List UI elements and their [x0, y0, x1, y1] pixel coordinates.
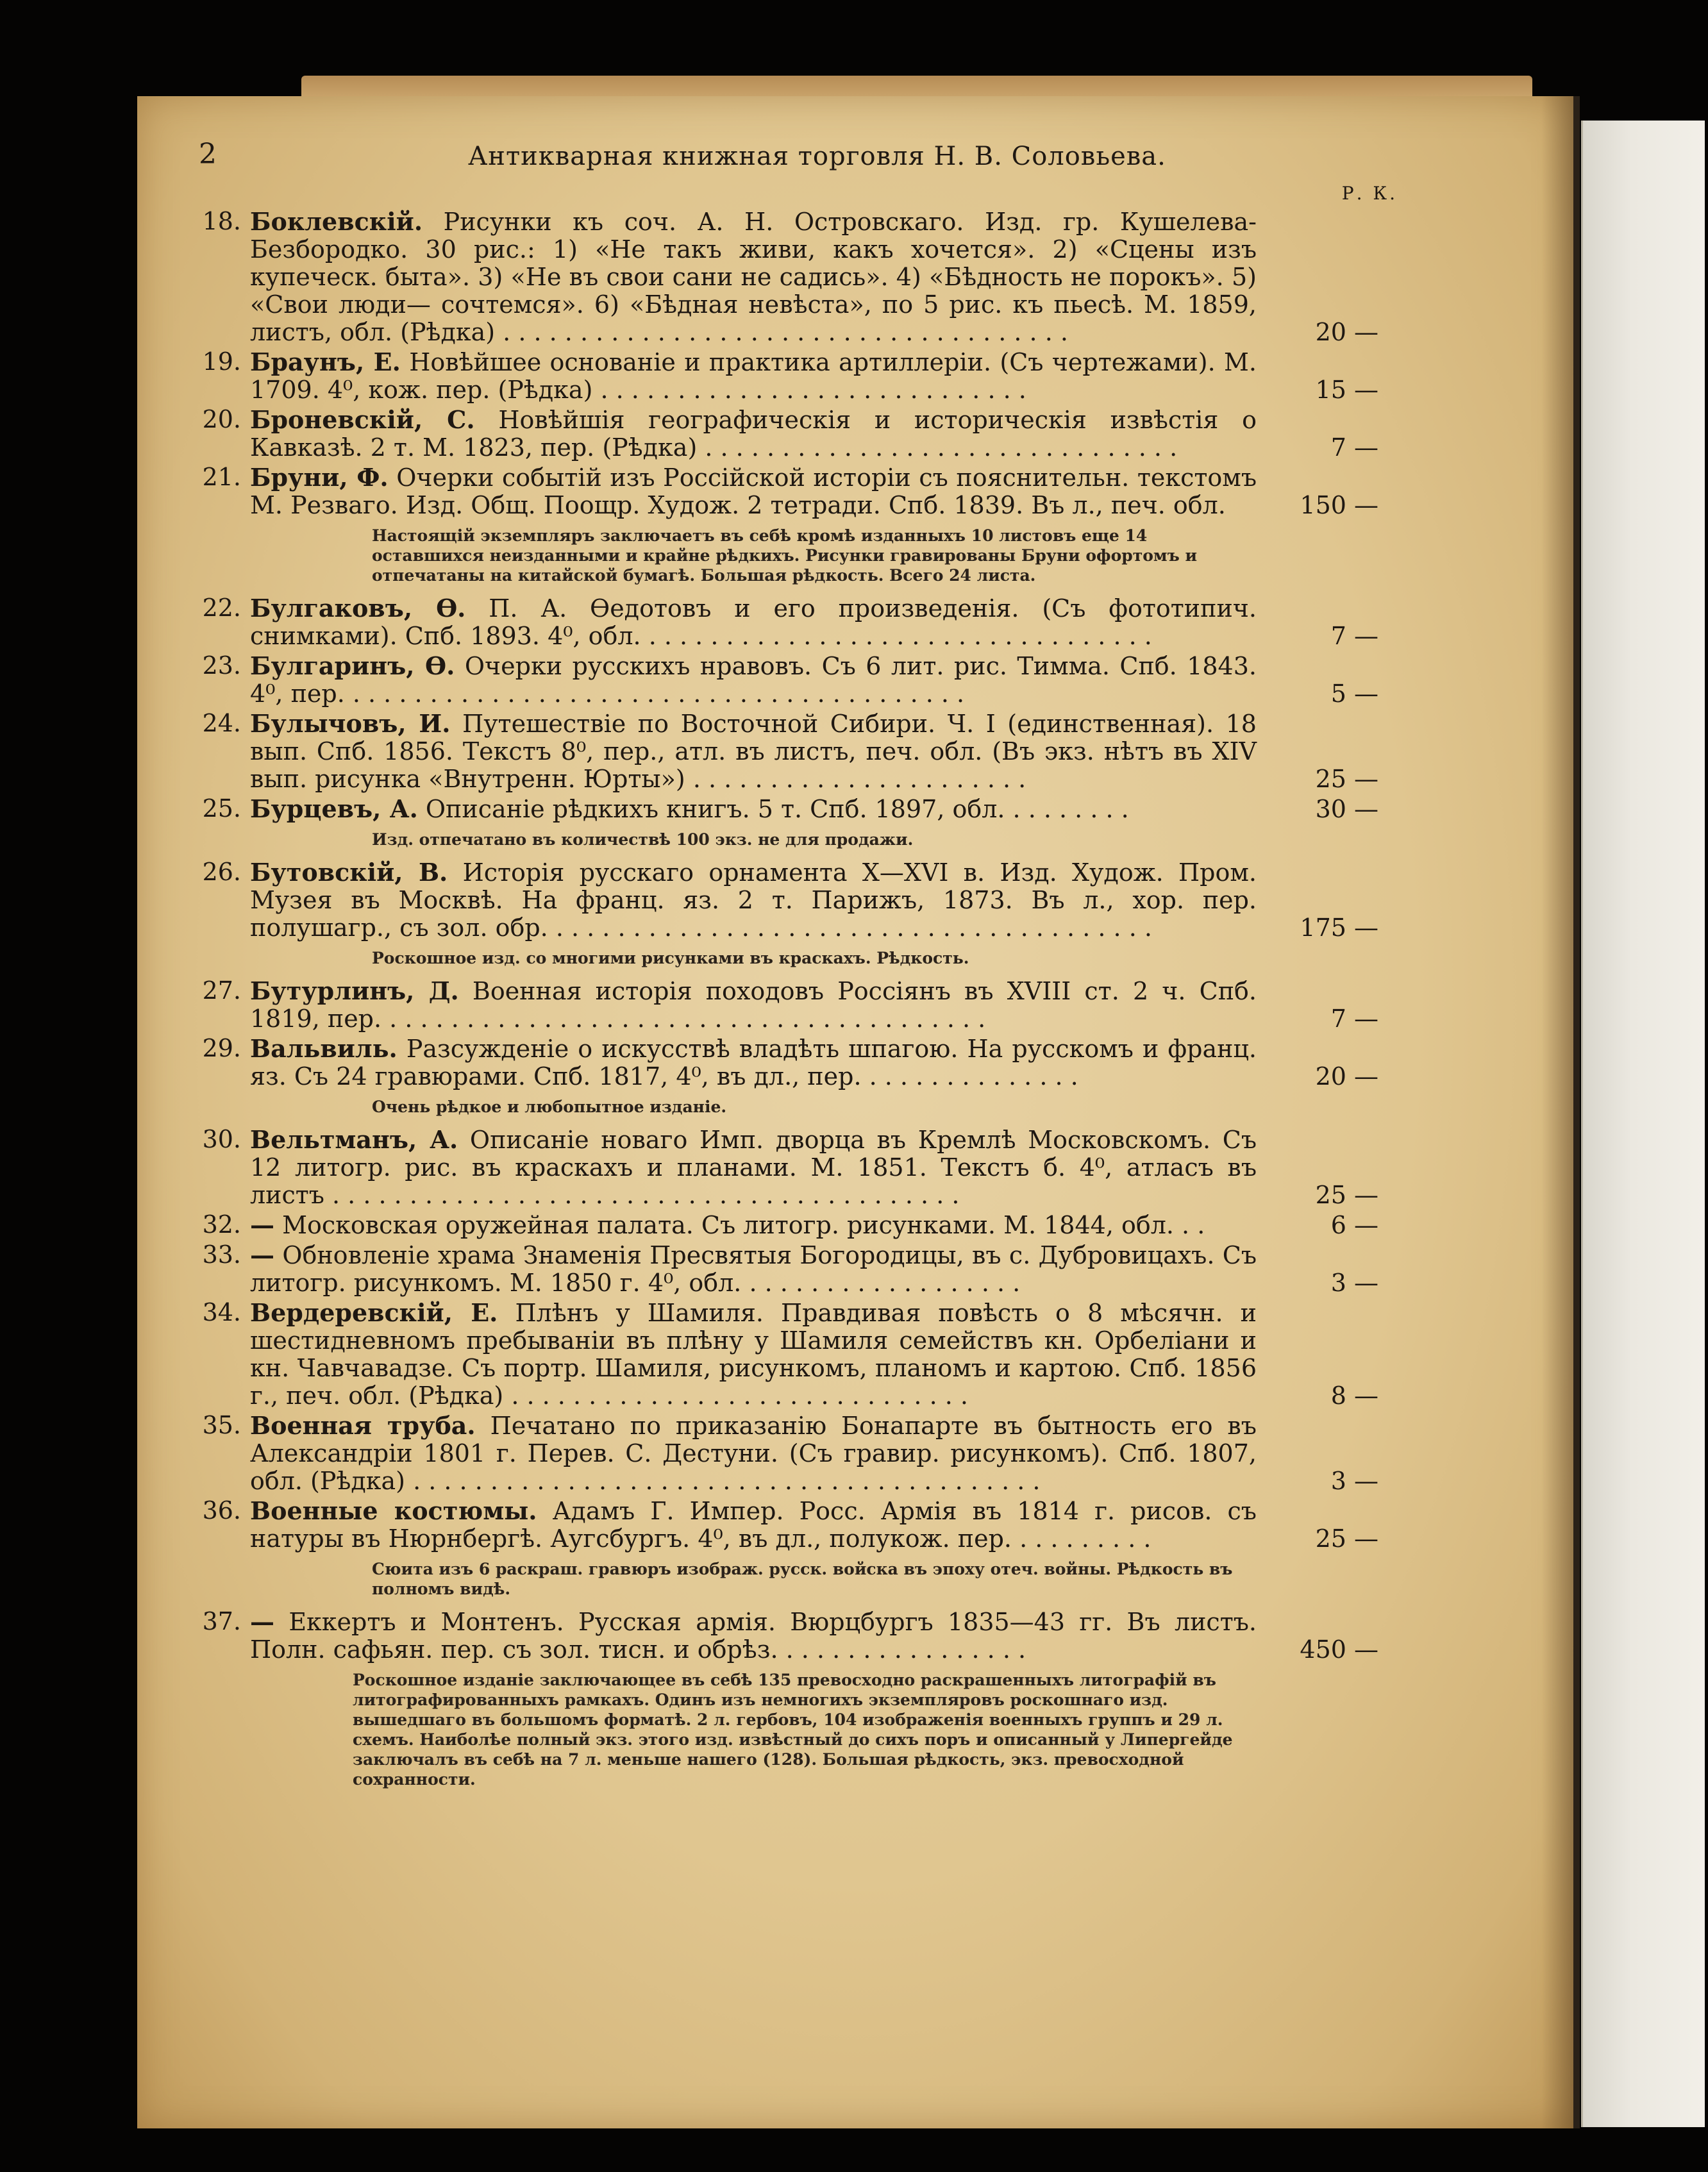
- entry-body: [250, 1211, 1257, 1239]
- catalog-entry: [199, 977, 1385, 1033]
- entry-description: Московская оружейная палата. Съ литогр. рисунками. М. 1844, обл. . .: [282, 1211, 1205, 1239]
- entry-number: 34.: [202, 1298, 241, 1326]
- entry-description: Адамъ Г. Импер. Росс. Армія въ 1814 г. рисов. съ натуры въ Нюрнбергѣ. Аугсбургъ. 4⁰, въ дл., полукож. пер. . . . . . . . . .: [250, 1497, 1257, 1553]
- catalog-entry: [199, 1211, 1385, 1239]
- entry-body: [250, 1035, 1257, 1090]
- entry-description: Военная исторія походовъ Россіянъ въ XVIII ст. 2 ч. Спб. 1819, пер. . . . . . . . . . . . . . . . . . . . . . . . . . . . . . . . . . . . . . . .: [250, 977, 1257, 1033]
- entry-number: 37.: [202, 1607, 241, 1635]
- entry-description: Описаніе новаго Имп. дворца въ Кремлѣ Московскомъ. Съ 12 литогр. рис. въ краскахъ и планами. М. 1851. Текстъ б. 4⁰, атласъ въ листъ . . . . . . . . . . . . . . . . . . . . . . . . . . . . . . . . . . . . . . . . .: [250, 1126, 1257, 1209]
- entry-description: Новѣйшее основаніе и практика артиллеріи. (Съ чертежами). М. 1709. 4⁰, кож. пер. (Рѣдка) . . . . . . . . . . . . . . . . . . . . . . . . . . . .: [250, 348, 1257, 404]
- entry-author: Броневскій, С.: [250, 405, 475, 434]
- entry-body: [250, 1299, 1257, 1410]
- entry-note: Настоящій экземпляръ заключаетъ въ себѣ кромѣ изданныхъ 10 листовъ еще 14 оставшихся неизданными и крайне рѣдкихъ. Рисунки гравированы Бруни офортомъ и отпечатаны на китайской бумагѣ. Большая рѣдкость. Всего 24 листа.: [372, 526, 1198, 585]
- running-head: [199, 138, 1385, 183]
- entry-price: 3 —: [1330, 1269, 1378, 1297]
- adjacent-page: [1581, 121, 1705, 2127]
- entry-author: Боклевскій.: [250, 207, 423, 236]
- entry-body: [250, 652, 1257, 708]
- entry-author: Вердеревскій, Е.: [250, 1298, 498, 1327]
- entry-body: [250, 1126, 1257, 1209]
- entry-body: [250, 1608, 1257, 1664]
- entry-price: 7 —: [1330, 622, 1378, 650]
- page-content: [199, 138, 1398, 1798]
- catalog-entry: [199, 1126, 1385, 1209]
- entry-description: Описаніе рѣдкихъ книгъ. 5 т. Спб. 1897, обл. . . . . . . . .: [425, 795, 1129, 823]
- entry-number: 35.: [202, 1411, 241, 1439]
- entry-note: Очень рѣдкое и любопытное изданіе.: [372, 1098, 727, 1116]
- entry-body: [250, 795, 1257, 823]
- entry-description: Рисунки къ соч. А. Н. Островскаго. Изд. гр. Кушелева-Безбородко. 30 рис.: 1) «Не такъ живи, какъ хочется». 2) «Сцены изъ купеческ. быта». 3) «Не въ свои сани не садись». 4) «Бѣдность не порокъ». 5) «Свои люди— сочтемся». 6) «Бѣдная невѣста», по 5 рис. къ пьесѣ. М. 1859, листъ, обл. (Рѣдка) . . . . . . . . . . . . . . . . . . . . . . . . . . . . . . . . . . . . .: [250, 208, 1257, 346]
- entry-number: 19.: [202, 347, 241, 376]
- entry-description: Новѣйшія географическія и историческія извѣстія о Кавказѣ. 2 т. М. 1823, пер. (Рѣдка) . . . . . . . . . . . . . . . . . . . . . . . . . . . . . . .: [250, 406, 1257, 462]
- entry-price: 25 —: [1315, 1525, 1378, 1553]
- entry-price: 25 —: [1315, 765, 1378, 793]
- entry-price: 175 —: [1300, 914, 1378, 942]
- entry-body: [250, 208, 1257, 346]
- entry-body: [250, 1412, 1257, 1495]
- entry-price: 6 —: [1330, 1211, 1378, 1239]
- entry-number: 26.: [202, 858, 241, 886]
- catalog-entry: [199, 406, 1385, 462]
- entry-price: 7 —: [1330, 1005, 1378, 1033]
- entry-body: [250, 858, 1257, 942]
- entry-price: 30 —: [1315, 795, 1378, 823]
- entry-note: Роскошное изд. со многими рисунками въ краскахъ. Рѣдкость.: [372, 949, 969, 967]
- catalog-entry: [199, 1299, 1385, 1410]
- entry-price: 150 —: [1300, 491, 1378, 519]
- page-number: 2: [199, 138, 217, 171]
- entry-body: [250, 464, 1257, 519]
- entry-description: Очерки русскихъ нравовъ. Съ 6 лит. рис. Тимма. Спб. 1843. 4⁰, пер. . . . . . . . . . . . . . . . . . . . . . . . . . . . . . . . . . . . . . . . .: [250, 652, 1257, 708]
- entry-description: Плѣнъ у Шамиля. Правдивая повѣсть о 8 мѣсячн. и шестидневномъ пребываніи въ плѣну у Шамиля семействъ кн. Орбеліани и кн. Чавчавадзе. Съ портр. Шамиля, рисункомъ, планомъ и картою. Спб. 1856 г., печ. обл. (Рѣдка) . . . . . . . . . . . . . . . . . . . . . . . . . . . . . .: [250, 1299, 1257, 1410]
- entry-body: [250, 977, 1257, 1033]
- catalog-entry: [199, 1412, 1385, 1495]
- entry-author: Булычовъ, И.: [250, 709, 451, 738]
- catalog-entry: [199, 795, 1385, 823]
- entry-price: 3 —: [1330, 1467, 1378, 1495]
- catalog-entry: [199, 652, 1385, 708]
- entry-number: 25.: [202, 794, 241, 823]
- entry-price: 5 —: [1330, 680, 1378, 708]
- entry-note: Роскошное изданіе заключающее въ себѣ 135 превосходно раскрашенныхъ литографій въ литографированныхъ рамкахъ. Одинъ изъ немногихъ экземпляровъ роскошнаго изд. вышедшаго въ большомъ форматѣ. 2 л. гербовъ, 104 изображенія военныхъ группъ и 29 л. схемъ. Наиболѣе полный экз. этого изд. извѣстный до сихъ поръ и описанный у Липергейде заключалъ въ себѣ на 7 л. меньше нашего (128). Большая рѣдкость, экз. превосходной сохранности.: [353, 1671, 1233, 1789]
- catalog-entry: [199, 1035, 1385, 1090]
- entry-price: 20 —: [1315, 1062, 1378, 1090]
- entry-description: П. А. Ѳедотовъ и его произведенія. (Съ фототипич. снимками). Спб. 1893. 4⁰, обл. . . . . . . . . . . . . . . . . . . . . . . . . . . . . . . . . .: [250, 594, 1257, 650]
- entry-description: Разсужденіе о искусствѣ владѣть шпагою. На русскомъ и франц. яз. Съ 24 гравюрами. Спб. 1817, 4⁰, въ дл., пер. . . . . . . . . . . . . . .: [250, 1035, 1257, 1090]
- entry-author: Бутовскій, В.: [250, 858, 448, 887]
- catalog-entries: [199, 208, 1385, 1789]
- entry-number: 20.: [202, 405, 241, 433]
- entry-price: 15 —: [1315, 376, 1378, 404]
- entry-author: Военная труба.: [250, 1411, 476, 1440]
- entry-price: 20 —: [1315, 318, 1378, 346]
- entry-author: —: [250, 1607, 274, 1636]
- entry-note: Изд. отпечатано въ количествѣ 100 экз. не для продажи.: [372, 830, 914, 849]
- page-gutter-shadow: [1541, 96, 1573, 2128]
- catalog-entry: [199, 1497, 1385, 1553]
- entry-number: 22.: [202, 594, 241, 622]
- entry-number: 33.: [202, 1241, 241, 1269]
- entry-author: Бурцевъ, А.: [250, 794, 418, 823]
- entry-body: [250, 348, 1257, 404]
- entry-author: Бруни, Ф.: [250, 463, 389, 492]
- entry-note: Сюита изъ 6 раскраш. гравюръ изображ. русск. войска въ эпоху отеч. войны. Рѣдкость въ полномъ видѣ.: [372, 1560, 1233, 1598]
- entry-description: Очерки событій изъ Россійской исторіи съ пояснительн. текстомъ М. Резваго. Изд. Общ. Поощр. Худож. 2 тетради. Спб. 1839. Въ л., печ. обл.: [250, 464, 1257, 519]
- entry-number: 21.: [202, 463, 241, 491]
- entry-number: 24.: [202, 709, 241, 737]
- entry-body: [250, 594, 1257, 650]
- entry-body: [250, 710, 1257, 793]
- entry-author: Булгаринъ, Ѳ.: [250, 651, 455, 680]
- entry-author: Вальвиль.: [250, 1034, 398, 1063]
- entry-price: 8 —: [1330, 1382, 1378, 1410]
- catalog-entry: [199, 858, 1385, 942]
- catalog-entry: [199, 1241, 1385, 1297]
- catalog-entry: [199, 208, 1385, 346]
- catalog-entry: [199, 594, 1385, 650]
- catalog-entry: [199, 348, 1385, 404]
- entry-number: 36.: [202, 1496, 241, 1525]
- entry-number: 29.: [202, 1034, 241, 1062]
- entry-author: Бутурлинъ, Д.: [250, 976, 459, 1005]
- entry-author: Военные костюмы.: [250, 1496, 537, 1525]
- page-title: Антикварная книжная торговля Н. В. Соловьева.: [468, 142, 1166, 171]
- entry-description: Печатано по приказанію Бонапарте въ бытность его въ Александріи 1801 г. Перев. С. Дестуни. (Съ гравир. рисункомъ). Спб. 1807, обл. (Рѣдка) . . . . . . . . . . . . . . . . . . . . . . . . . . . . . . . . . . . . . . . . .: [250, 1412, 1257, 1495]
- entry-author: Булгаковъ, Ѳ.: [250, 594, 466, 622]
- entry-number: 27.: [202, 976, 241, 1005]
- currency-label: Р. К.: [1341, 183, 1398, 204]
- entry-description: Обновленіе храма Знаменія Пресвятыя Богородицы, въ с. Дубровицахъ. Съ литогр. рисункомъ. М. 1850 г. 4⁰, обл. . . . . . . . . . . . . . . . . . .: [250, 1241, 1257, 1297]
- entry-body: [250, 1497, 1257, 1553]
- entry-body: [250, 406, 1257, 462]
- entry-price: 7 —: [1330, 433, 1378, 462]
- entry-author: —: [250, 1210, 274, 1239]
- entry-number: 18.: [202, 207, 241, 235]
- catalog-entry: [199, 1608, 1385, 1664]
- entry-description: Путешествіе по Восточной Сибири. Ч. I (единственная). 18 вып. Спб. 1856. Текстъ 8⁰, пер., атл. въ листъ, печ. обл. (Въ экз. нѣтъ въ XIV вып. рисунка «Внутренн. Юрты») . . . . . . . . . . . . . . . . . . . . . .: [250, 710, 1257, 793]
- entry-description: Еккертъ и Монтенъ. Русская армія. Вюрцбургъ 1835—43 гг. Въ листъ. Полн. сафьян. пер. съ зол. тисн. и обрѣз. . . . . . . . . . . . . . . . .: [250, 1608, 1257, 1664]
- entry-body: [250, 1241, 1257, 1297]
- entry-author: Вельтманъ, А.: [250, 1125, 458, 1154]
- entry-author: Браунъ, Е.: [250, 347, 401, 376]
- entry-number: 30.: [202, 1125, 241, 1153]
- entry-price: 450 —: [1300, 1635, 1378, 1664]
- catalog-entry: [199, 710, 1385, 793]
- catalog-entry: [199, 464, 1385, 519]
- entry-number: 23.: [202, 651, 241, 680]
- entry-number: 32.: [202, 1210, 241, 1239]
- entry-author: —: [250, 1241, 274, 1269]
- entry-description: Исторія русскаго орнамента X—XVI в. Изд. Худож. Пром. Музея въ Москвѣ. На франц. яз. 2 т. Парижъ, 1873. Въ л., хор. пер. полушагр., съ зол. обр. . . . . . . . . . . . . . . . . . . . . . . . . . . . . . . . . . . . . . . .: [250, 858, 1257, 942]
- entry-price: 25 —: [1315, 1181, 1378, 1209]
